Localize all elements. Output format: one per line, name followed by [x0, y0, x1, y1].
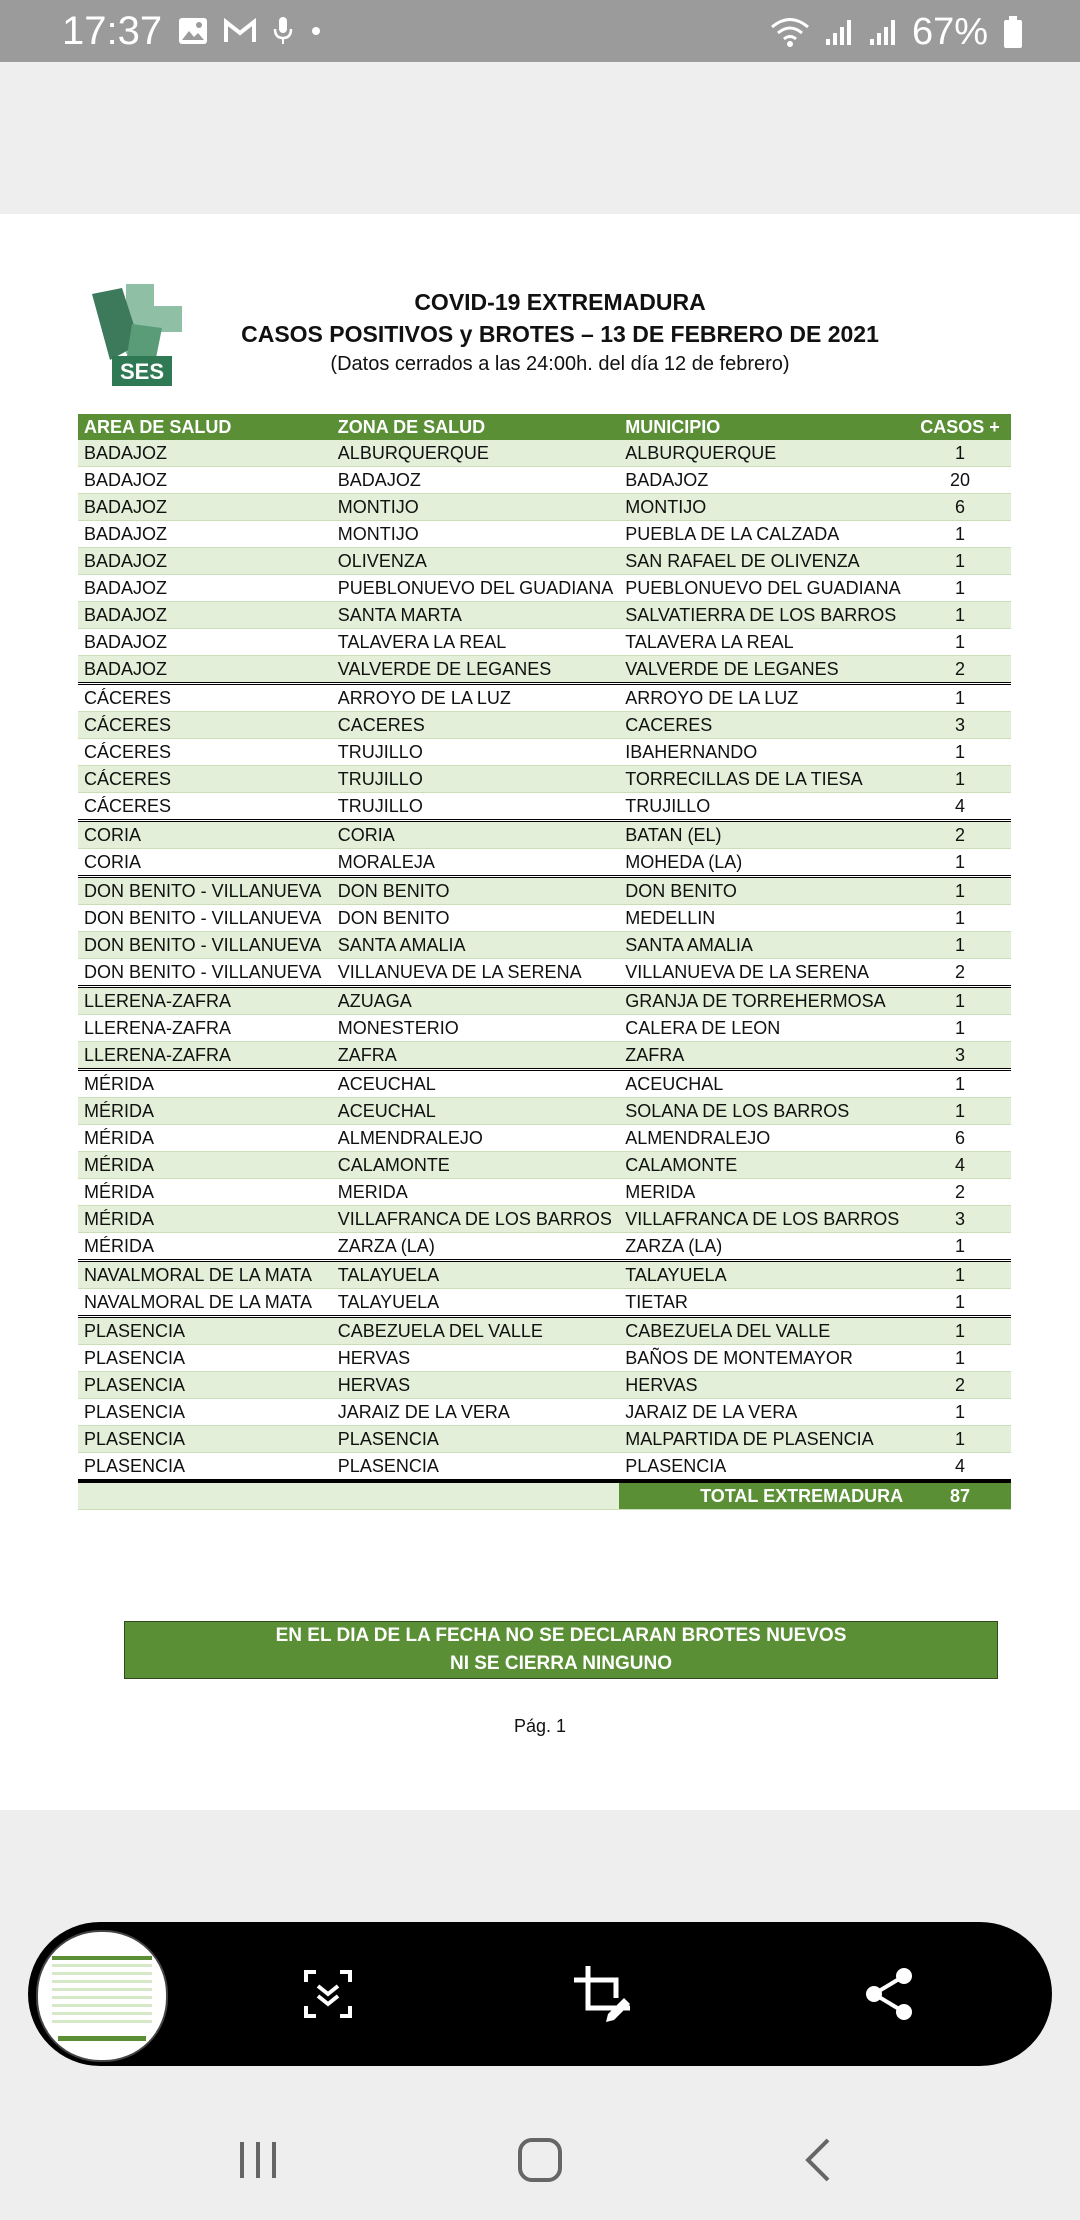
cell-zona: TALAVERA LA REAL: [332, 629, 619, 656]
table-row: [78, 629, 1011, 656]
cell-area: BADAJOZ: [78, 548, 332, 575]
table-row: [78, 521, 1011, 548]
cell-area: LLERENA-ZAFRA: [78, 987, 332, 1015]
dot-icon: [310, 25, 322, 37]
cell-casos: 1: [909, 548, 1011, 575]
cell-zona: ALMENDRALEJO: [332, 1125, 619, 1152]
notice-line: NI SE CIERRA NINGUNO: [449, 1653, 673, 1674]
cell-casos: 1: [909, 1261, 1011, 1289]
cell-zona: CABEZUELA DEL VALLE: [332, 1317, 619, 1345]
page-number: Pág. 1: [513, 1716, 567, 1736]
table-row: [78, 602, 1011, 629]
table-row: [78, 905, 1011, 932]
cell-zona: ALBURQUERQUE: [332, 440, 619, 467]
cell-area: PLASENCIA: [78, 1345, 332, 1372]
cell-zona: JARAIZ DE LA VERA: [332, 1399, 619, 1426]
table-row: [78, 959, 1011, 987]
cell-casos: 1: [909, 1070, 1011, 1098]
cell-municipio: PLASENCIA: [619, 1453, 909, 1482]
cell-municipio: CALERA DE LEON: [619, 1015, 909, 1042]
cell-casos: 1: [909, 905, 1011, 932]
cell-casos: 1: [909, 521, 1011, 548]
cell-zona: ZAFRA: [332, 1042, 619, 1070]
cell-municipio: HERVAS: [619, 1372, 909, 1399]
cell-municipio: SALVATIERRA DE LOS BARROS: [619, 602, 909, 629]
cell-area: CORIA: [78, 849, 332, 877]
cell-zona: VILLANUEVA DE LA SERENA: [332, 959, 619, 987]
share-icon[interactable]: [860, 1964, 920, 2024]
table-row: [78, 1233, 1011, 1261]
cell-area: DON BENITO - VILLANUEVA: [78, 877, 332, 905]
crop-edit-icon[interactable]: [572, 1964, 632, 2024]
cell-municipio: BADAJOZ: [619, 467, 909, 494]
cell-area: CÁCERES: [78, 684, 332, 712]
cell-zona: CORIA: [332, 821, 619, 849]
cell-zona: ACEUCHAL: [332, 1070, 619, 1098]
table-body: [78, 440, 1011, 1510]
cell-area: LLERENA-ZAFRA: [78, 1015, 332, 1042]
cell-casos: 1: [909, 932, 1011, 959]
cell-municipio: MONTIJO: [619, 494, 909, 521]
table-row: [78, 793, 1011, 821]
table-row: [78, 575, 1011, 602]
table-row: [78, 1206, 1011, 1233]
table-row: [78, 1098, 1011, 1125]
cell-zona: ACEUCHAL: [332, 1098, 619, 1125]
cell-zona: SANTA AMALIA: [332, 932, 619, 959]
cell-zona: DON BENITO: [332, 877, 619, 905]
cell-zona: DON BENITO: [332, 905, 619, 932]
cell-zona: TRUJILLO: [332, 766, 619, 793]
cell-area: BADAJOZ: [78, 575, 332, 602]
cell-casos: 2: [909, 1372, 1011, 1399]
cell-casos: 4: [909, 1152, 1011, 1179]
document-header: [220, 286, 900, 378]
cell-area: MÉRIDA: [78, 1125, 332, 1152]
system-icons: [770, 12, 1024, 52]
cell-casos: 1: [909, 1015, 1011, 1042]
cell-zona: TALAYUELA: [332, 1261, 619, 1289]
total-label: TOTAL EXTREMADURA: [619, 1481, 909, 1510]
table-row: [78, 1015, 1011, 1042]
table-row: [78, 821, 1011, 849]
cell-municipio: ARROYO DE LA LUZ: [619, 684, 909, 712]
cell-area: MÉRIDA: [78, 1070, 332, 1098]
cell-casos: 1: [909, 1317, 1011, 1345]
table-row: [78, 656, 1011, 684]
cell-area: MÉRIDA: [78, 1098, 332, 1125]
cell-area: CÁCERES: [78, 766, 332, 793]
cell-municipio: MERIDA: [619, 1179, 909, 1206]
signal-icon: [824, 17, 854, 47]
table-row: [78, 1399, 1011, 1426]
table-row: [78, 467, 1011, 494]
cell-zona: ARROYO DE LA LUZ: [332, 684, 619, 712]
total-value: 87: [909, 1481, 1011, 1510]
cell-casos: 1: [909, 849, 1011, 877]
table-row: [78, 494, 1011, 521]
cell-area: NAVALMORAL DE LA MATA: [78, 1289, 332, 1317]
cell-zona: BADAJOZ: [332, 467, 619, 494]
cell-municipio: SAN RAFAEL DE OLIVENZA: [619, 548, 909, 575]
cell-municipio: SANTA AMALIA: [619, 932, 909, 959]
cell-area: CÁCERES: [78, 739, 332, 766]
cell-casos: 2: [909, 959, 1011, 987]
cell-casos: 2: [909, 1179, 1011, 1206]
cell-casos: 1: [909, 987, 1011, 1015]
cell-zona: MORALEJA: [332, 849, 619, 877]
cell-area: CÁCERES: [78, 793, 332, 821]
cell-casos: 3: [909, 1042, 1011, 1070]
cell-casos: 1: [909, 877, 1011, 905]
cell-casos: 2: [909, 656, 1011, 684]
home-icon[interactable]: [510, 2130, 570, 2190]
cell-municipio: MEDELLIN: [619, 905, 909, 932]
cell-zona: CACERES: [332, 712, 619, 739]
cell-municipio: PUEBLONUEVO DEL GUADIANA: [619, 575, 909, 602]
cell-municipio: TRUJILLO: [619, 793, 909, 821]
table-row: [78, 877, 1011, 905]
table-row: [78, 1070, 1011, 1098]
cell-casos: 1: [909, 1233, 1011, 1261]
mic-icon: [272, 16, 294, 46]
cell-municipio: BATAN (EL): [619, 821, 909, 849]
cell-casos: 6: [909, 494, 1011, 521]
cell-area: BADAJOZ: [78, 494, 332, 521]
cell-area: MÉRIDA: [78, 1206, 332, 1233]
column-header: AREA DE SALUD: [78, 414, 332, 440]
cell-municipio: VILLAFRANCA DE LOS BARROS: [619, 1206, 909, 1233]
signal-icon: [868, 17, 898, 47]
table-row: [78, 440, 1011, 467]
total-blank: [78, 1481, 619, 1510]
cell-zona: MONTIJO: [332, 494, 619, 521]
cell-area: NAVALMORAL DE LA MATA: [78, 1261, 332, 1289]
cell-casos: 1: [909, 602, 1011, 629]
cell-casos: 1: [909, 575, 1011, 602]
cell-casos: 1: [909, 629, 1011, 656]
cell-area: DON BENITO - VILLANUEVA: [78, 905, 332, 932]
cell-area: BADAJOZ: [78, 467, 332, 494]
cell-area: BADAJOZ: [78, 440, 332, 467]
recents-icon[interactable]: [228, 2130, 288, 2190]
table-row: [78, 548, 1011, 575]
cell-casos: 4: [909, 1453, 1011, 1482]
cell-municipio: TIETAR: [619, 1289, 909, 1317]
back-icon[interactable]: [790, 2130, 850, 2190]
table-row: [78, 712, 1011, 739]
cell-zona: OLIVENZA: [332, 548, 619, 575]
cell-zona: PLASENCIA: [332, 1453, 619, 1482]
table-row: [78, 932, 1011, 959]
cell-zona: TALAYUELA: [332, 1289, 619, 1317]
logo-text: SES: [119, 359, 165, 384]
notice-line: EN EL DIA DE LA FECHA NO SE DECLARAN BROTES NUEVOS: [275, 1625, 847, 1646]
cell-casos: 4: [909, 793, 1011, 821]
cell-zona: CALAMONTE: [332, 1152, 619, 1179]
cell-zona: MONESTERIO: [332, 1015, 619, 1042]
table-row: [78, 684, 1011, 712]
scroll-capture-icon[interactable]: [298, 1964, 358, 2024]
battery-icon: [1002, 15, 1024, 49]
cell-area: PLASENCIA: [78, 1399, 332, 1426]
cell-casos: 1: [909, 1399, 1011, 1426]
cell-municipio: CACERES: [619, 712, 909, 739]
cell-zona: PLASENCIA: [332, 1426, 619, 1453]
wifi-icon: [770, 16, 810, 48]
cell-municipio: VALVERDE DE LEGANES: [619, 656, 909, 684]
table-row: [78, 1152, 1011, 1179]
cell-area: LLERENA-ZAFRA: [78, 1042, 332, 1070]
cell-municipio: VILLANUEVA DE LA SERENA: [619, 959, 909, 987]
navigation-bar: [0, 2094, 1080, 2220]
cell-casos: 1: [909, 1345, 1011, 1372]
table-row: [78, 1426, 1011, 1453]
cell-casos: 1: [909, 1426, 1011, 1453]
cell-area: BADAJOZ: [78, 629, 332, 656]
cell-zona: SANTA MARTA: [332, 602, 619, 629]
cell-area: PLASENCIA: [78, 1453, 332, 1482]
screenshot-thumbnail[interactable]: [36, 1930, 168, 2062]
status-time: 17:37: [62, 9, 163, 53]
total-row: [78, 1481, 1011, 1510]
table-row: [78, 1179, 1011, 1206]
gmail-icon: [224, 18, 256, 44]
cell-casos: 3: [909, 1206, 1011, 1233]
cell-casos: 20: [909, 467, 1011, 494]
table-row: [78, 1125, 1011, 1152]
cell-area: BADAJOZ: [78, 656, 332, 684]
cell-municipio: JARAIZ DE LA VERA: [619, 1399, 909, 1426]
cell-municipio: ZAFRA: [619, 1042, 909, 1070]
image-icon: [178, 17, 208, 45]
cell-area: CÁCERES: [78, 712, 332, 739]
document-subtitle: CASOS POSITIVOS y BROTES – 13 DE FEBRERO DE 2021: [241, 321, 879, 347]
cell-casos: 1: [909, 1098, 1011, 1125]
cell-municipio: IBAHERNANDO: [619, 739, 909, 766]
cell-casos: 3: [909, 712, 1011, 739]
cell-municipio: GRANJA DE TORREHERMOSA: [619, 987, 909, 1015]
cell-municipio: TALAYUELA: [619, 1261, 909, 1289]
cases-table: [78, 414, 1011, 1510]
ses-logo: [92, 284, 188, 388]
cell-area: MÉRIDA: [78, 1152, 332, 1179]
table-row: [78, 1261, 1011, 1289]
cell-casos: 2: [909, 821, 1011, 849]
cell-municipio: CABEZUELA DEL VALLE: [619, 1317, 909, 1345]
notice-banner: [124, 1621, 998, 1679]
notification-icons: [178, 16, 322, 46]
table-row: [78, 1289, 1011, 1317]
table-row: [78, 1042, 1011, 1070]
cell-municipio: TALAVERA LA REAL: [619, 629, 909, 656]
cell-area: PLASENCIA: [78, 1426, 332, 1453]
cell-zona: AZUAGA: [332, 987, 619, 1015]
cell-municipio: TORRECILLAS DE LA TIESA: [619, 766, 909, 793]
screenshot-toolbar: [28, 1922, 1052, 2066]
cell-municipio: CALAMONTE: [619, 1152, 909, 1179]
table-row: [78, 987, 1011, 1015]
cell-zona: HERVAS: [332, 1372, 619, 1399]
cell-casos: 6: [909, 1125, 1011, 1152]
cell-municipio: SOLANA DE LOS BARROS: [619, 1098, 909, 1125]
cell-zona: VALVERDE DE LEGANES: [332, 656, 619, 684]
table-row: [78, 1345, 1011, 1372]
cell-zona: VILLAFRANCA DE LOS BARROS: [332, 1206, 619, 1233]
cell-area: DON BENITO - VILLANUEVA: [78, 932, 332, 959]
cell-municipio: ZARZA (LA): [619, 1233, 909, 1261]
cell-area: BADAJOZ: [78, 602, 332, 629]
table-row: [78, 1372, 1011, 1399]
cell-municipio: MOHEDA (LA): [619, 849, 909, 877]
cell-area: PLASENCIA: [78, 1372, 332, 1399]
cell-area: MÉRIDA: [78, 1233, 332, 1261]
cell-municipio: PUEBLA DE LA CALZADA: [619, 521, 909, 548]
document-page: [0, 214, 1080, 1810]
table-row: [78, 1453, 1011, 1482]
cell-municipio: ALBURQUERQUE: [619, 440, 909, 467]
cell-area: MÉRIDA: [78, 1179, 332, 1206]
cell-zona: MONTIJO: [332, 521, 619, 548]
cell-municipio: DON BENITO: [619, 877, 909, 905]
table-row: [78, 766, 1011, 793]
table-row: [78, 1317, 1011, 1345]
cell-casos: 1: [909, 440, 1011, 467]
cell-area: DON BENITO - VILLANUEVA: [78, 959, 332, 987]
column-header: CASOS +: [909, 414, 1011, 440]
cell-municipio: ACEUCHAL: [619, 1070, 909, 1098]
cell-zona: TRUJILLO: [332, 793, 619, 821]
status-bar: [0, 0, 1080, 62]
cell-zona: HERVAS: [332, 1345, 619, 1372]
cell-casos: 1: [909, 1289, 1011, 1317]
cell-zona: TRUJILLO: [332, 739, 619, 766]
cell-municipio: MALPARTIDA DE PLASENCIA: [619, 1426, 909, 1453]
cell-zona: PUEBLONUEVO DEL GUADIANA: [332, 575, 619, 602]
cell-municipio: ALMENDRALEJO: [619, 1125, 909, 1152]
cell-zona: ZARZA (LA): [332, 1233, 619, 1261]
table-header-row: [78, 414, 1011, 440]
column-header: ZONA DE SALUD: [332, 414, 619, 440]
column-header: MUNICIPIO: [619, 414, 909, 440]
battery-percent: 67%: [911, 11, 988, 53]
cell-area: BADAJOZ: [78, 521, 332, 548]
table-row: [78, 849, 1011, 877]
cell-area: CORIA: [78, 821, 332, 849]
document-title: COVID-19 EXTREMADURA: [414, 289, 706, 315]
table-row: [78, 739, 1011, 766]
cell-casos: 1: [909, 739, 1011, 766]
cell-zona: MERIDA: [332, 1179, 619, 1206]
document-note: (Datos cerrados a las 24:00h. del día 12 de febrero): [330, 353, 790, 375]
cell-casos: 1: [909, 766, 1011, 793]
cell-casos: 1: [909, 684, 1011, 712]
cell-municipio: BAÑOS DE MONTEMAYOR: [619, 1345, 909, 1372]
cell-area: PLASENCIA: [78, 1317, 332, 1345]
